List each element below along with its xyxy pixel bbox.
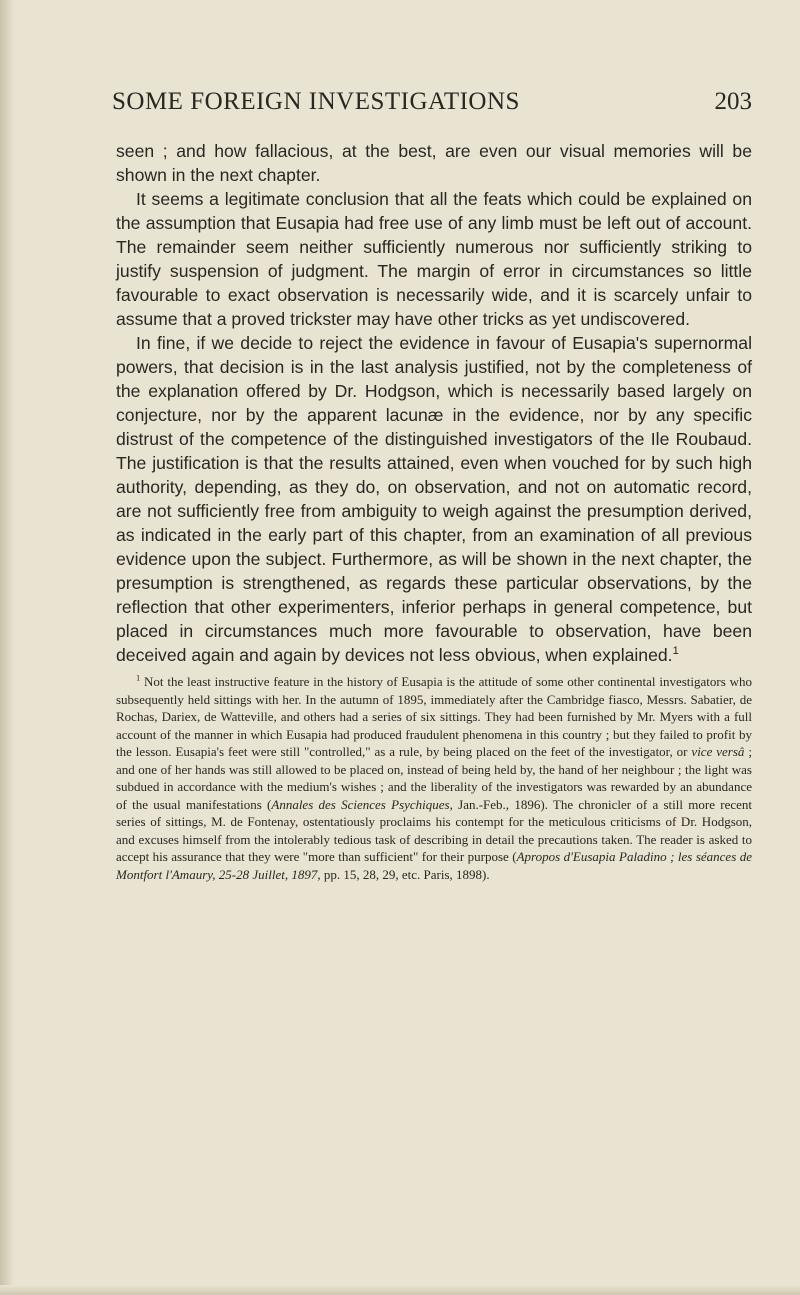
footnote-reference: 1 (672, 645, 679, 658)
footnote-marker: 1 (136, 672, 141, 683)
running-head (112, 88, 752, 122)
body-text (116, 139, 752, 667)
footnote-citation-1: Annales des Sciences Psychiques, (271, 796, 453, 812)
footnote-text-4: pp. 15, 28, 29, etc. Paris, 1898). (320, 866, 490, 882)
paragraph-3 (116, 331, 752, 667)
paragraph-1: seen ; and how fallacious, at the best, are even our visual memories will be shown in the next chapter. (116, 141, 752, 185)
footnote-citation-2: Apropos d'Eusapia Paladino ; les séances de Montfort l'Amaury, 25-28 Juillet, 1897, (116, 849, 752, 882)
text-block (116, 139, 752, 883)
footnote-text-2: ; and one of her hands was still allowed to be placed on, instead of being held by, the hand of her neighbour ; the light was subdued in accordance with the medium's wishes ; and the liberality of the investigators was rewarded by an abundance of the usual manifestations ( (116, 744, 752, 812)
footnote-text-3: Jan.-Feb., 1896). The chronicler of a still more recent series of sittings, M. de Fontenay, ostentatiously proclaims his contempt for the meticulous criticisms of Dr. Hodgson, and excuses himself from the intolerably tedious task of describing in detail the precautions taken. The reader is asked to accept his assurance that they were "more than sufficient" for their purpose ( (116, 796, 752, 864)
page-number: 203 (714, 88, 752, 115)
paragraph-2: It seems a legitimate conclusion that all the feats which could be explained on the assumption that Eusapia had free use of any limb must be left out of account. The remainder seem neither sufficiently numerous nor sufficiently striking to justify suspension of judgment. The margin of error in circumstances so little favourable to exact observation is necessarily wide, and it is scarcely unfair to assume that a proved trickster may have other tricks as yet undiscovered. (116, 189, 752, 329)
running-title: SOME FOREIGN INVESTIGATIONS (112, 88, 520, 115)
footnotes (116, 673, 752, 883)
footnote-text-1: Not the least instructive feature in the history of Eusapia is the attitude of some other continental investigators who subsequently held sittings with her. In the autumn of 1895, immediately after the Cambridge fiasco, Messrs. Sabatier, de Rochas, Dariex, de Watteville, and others had a series of six sittings. They had been furnished by Mr. Myers with a full account of the manner in which Eusapia had produced fraudulent phenomena in this country ; but they failed to profit by the lesson. Eusapia's feet were still "controlled," as a rule, by being placed on the feet of the investigator, or (116, 674, 752, 759)
page-edge-shadow (0, 0, 14, 1295)
page-bottom-shadow (0, 1285, 800, 1295)
footnote-italic-1: vice versâ (691, 744, 745, 759)
paragraph-3-text: In fine, if we decide to reject the evidence in favour of Eusapia's supernormal powers, that decision is in the last analysis justified, not by the completeness of the explanation offered by Dr. Hodgson, which is necessarily based largely on conjecture, nor by the apparent lacunæ in the evidence, nor by any specific distrust of the competence of the distinguished investigators of the Ile Roubaud. The justification is that the results attained, even when vouched for by such high authority, depending, as they do, on observation, and not on automatic record, are not sufficiently free from ambiguity to weigh against the presumption derived, as indicated in the early part of this chapter, from an examination of all previous evidence upon the subject. Furthermore, as will be shown in the next chapter, the presumption is strengthened, as regards these particular observations, by the reflection that other experimenters, inferior perhaps in general competence, but placed in circumstances much more favourable to observation, have been deceived again and again by devices not less obvious, when explained. (116, 333, 752, 665)
footnote-1 (116, 673, 752, 883)
